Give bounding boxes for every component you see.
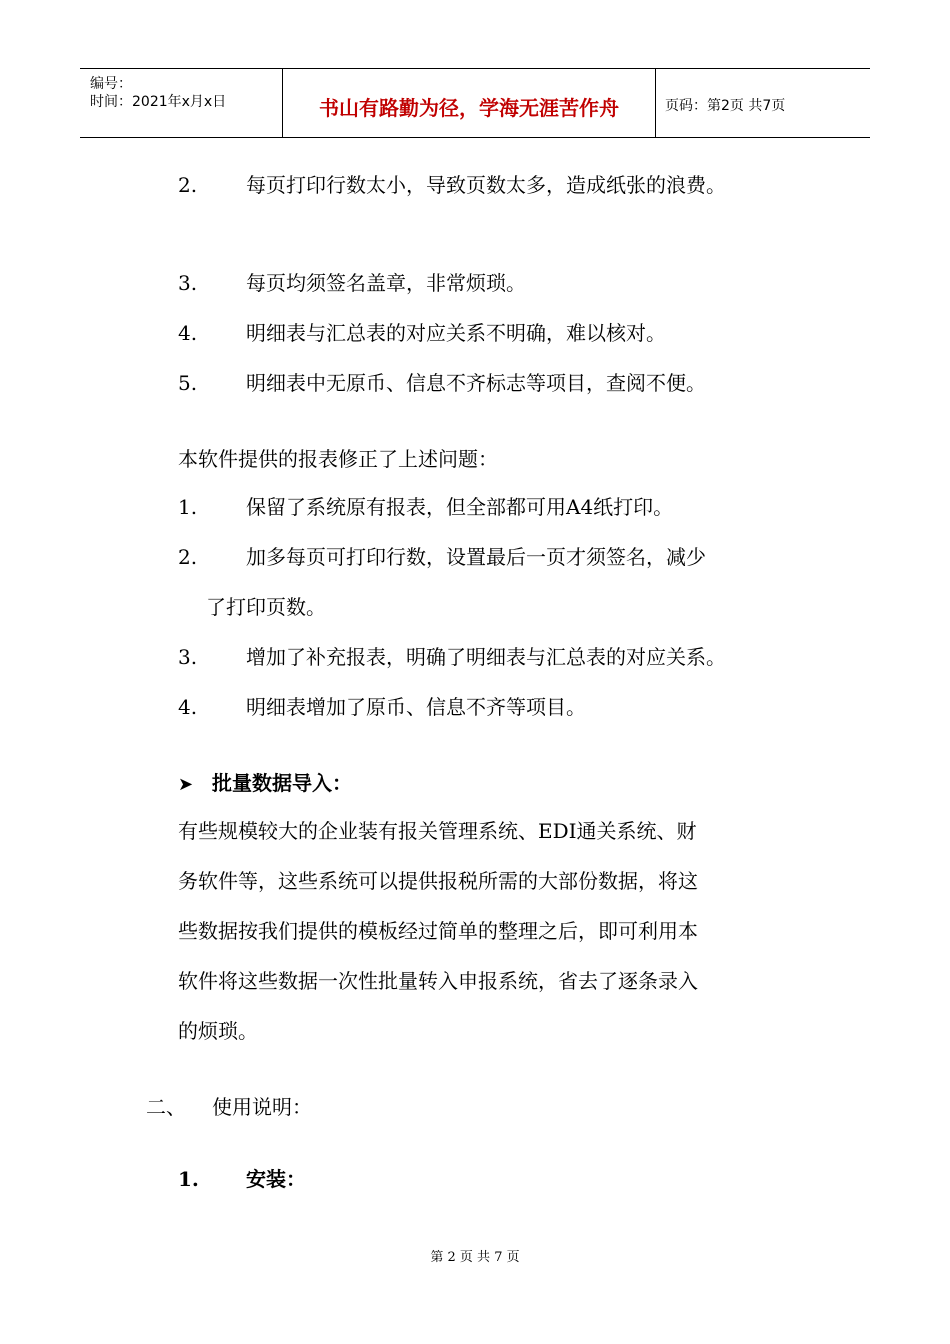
list-item: 增加了补充报表，明确了明细表与汇总表的对应关系。 (246, 645, 726, 669)
list-item-continuation: 了打印页数。 (206, 595, 326, 619)
header-left-cell (80, 69, 282, 137)
bulk-heading: 批量数据导入： (212, 771, 352, 795)
list-number: 2. (178, 545, 198, 569)
fix-intro: 本软件提供的报表修正了上述问题： (178, 447, 498, 471)
subsection-title: 安装： (246, 1167, 306, 1191)
header-page-info: 页码：第2页 共7页 (665, 98, 786, 114)
arrow-bullet-icon: ➤ (178, 774, 194, 795)
list-item: 明细表中无原币、信息不齐标志等项目，查阅不便。 (246, 371, 706, 395)
list-number: 4. (178, 321, 198, 345)
paragraph-line: 务软件等，这些系统可以提供报税所需的大部份数据，将这 (178, 869, 698, 893)
list-number: 5. (178, 371, 198, 395)
list-item: 明细表与汇总表的对应关系不明确，难以核对。 (246, 321, 666, 345)
header-page-cell (655, 69, 870, 137)
list-item: 明细表增加了原币、信息不齐等项目。 (246, 695, 586, 719)
paragraph-line: 的烦琐。 (178, 1019, 258, 1043)
paragraph-line: 软件将这些数据一次性批量转入申报系统，省去了逐条录入 (178, 969, 698, 993)
list-item: 每页打印行数太小，导致页数太多，造成纸张的浪费。 (246, 173, 726, 197)
list-number: 3. (178, 271, 198, 295)
doc-number-label: 编号： (90, 76, 132, 92)
list-item: 每页均须签名盖章，非常烦琐。 (246, 271, 526, 295)
doc-time-label: 时间：2021年x月x日 (90, 94, 227, 110)
page-header (80, 68, 870, 138)
list-number: 4. (178, 695, 198, 719)
list-item: 保留了系统原有报表，但全部都可用A4纸打印。 (246, 495, 674, 519)
section-number: 二、 (146, 1095, 186, 1119)
subsection-number: 1. (178, 1167, 199, 1191)
header-motto-cell (282, 69, 656, 137)
list-item: 加多每页可打印行数，设置最后一页才须签名，减少 (246, 545, 706, 569)
page-footer: 第 2 页 共 7 页 (430, 1250, 520, 1265)
list-number: 2. (178, 173, 198, 197)
section-title: 使用说明： (212, 1095, 312, 1119)
paragraph-line: 有些规模较大的企业装有报关管理系统、EDI通关系统、财 (178, 819, 697, 843)
list-number: 1. (178, 495, 198, 519)
paragraph-line: 些数据按我们提供的模板经过简单的整理之后，即可利用本 (178, 919, 698, 943)
list-number: 3. (178, 645, 198, 669)
header-motto: 书山有路勤为径，学海无涯苦作舟 (319, 96, 619, 120)
